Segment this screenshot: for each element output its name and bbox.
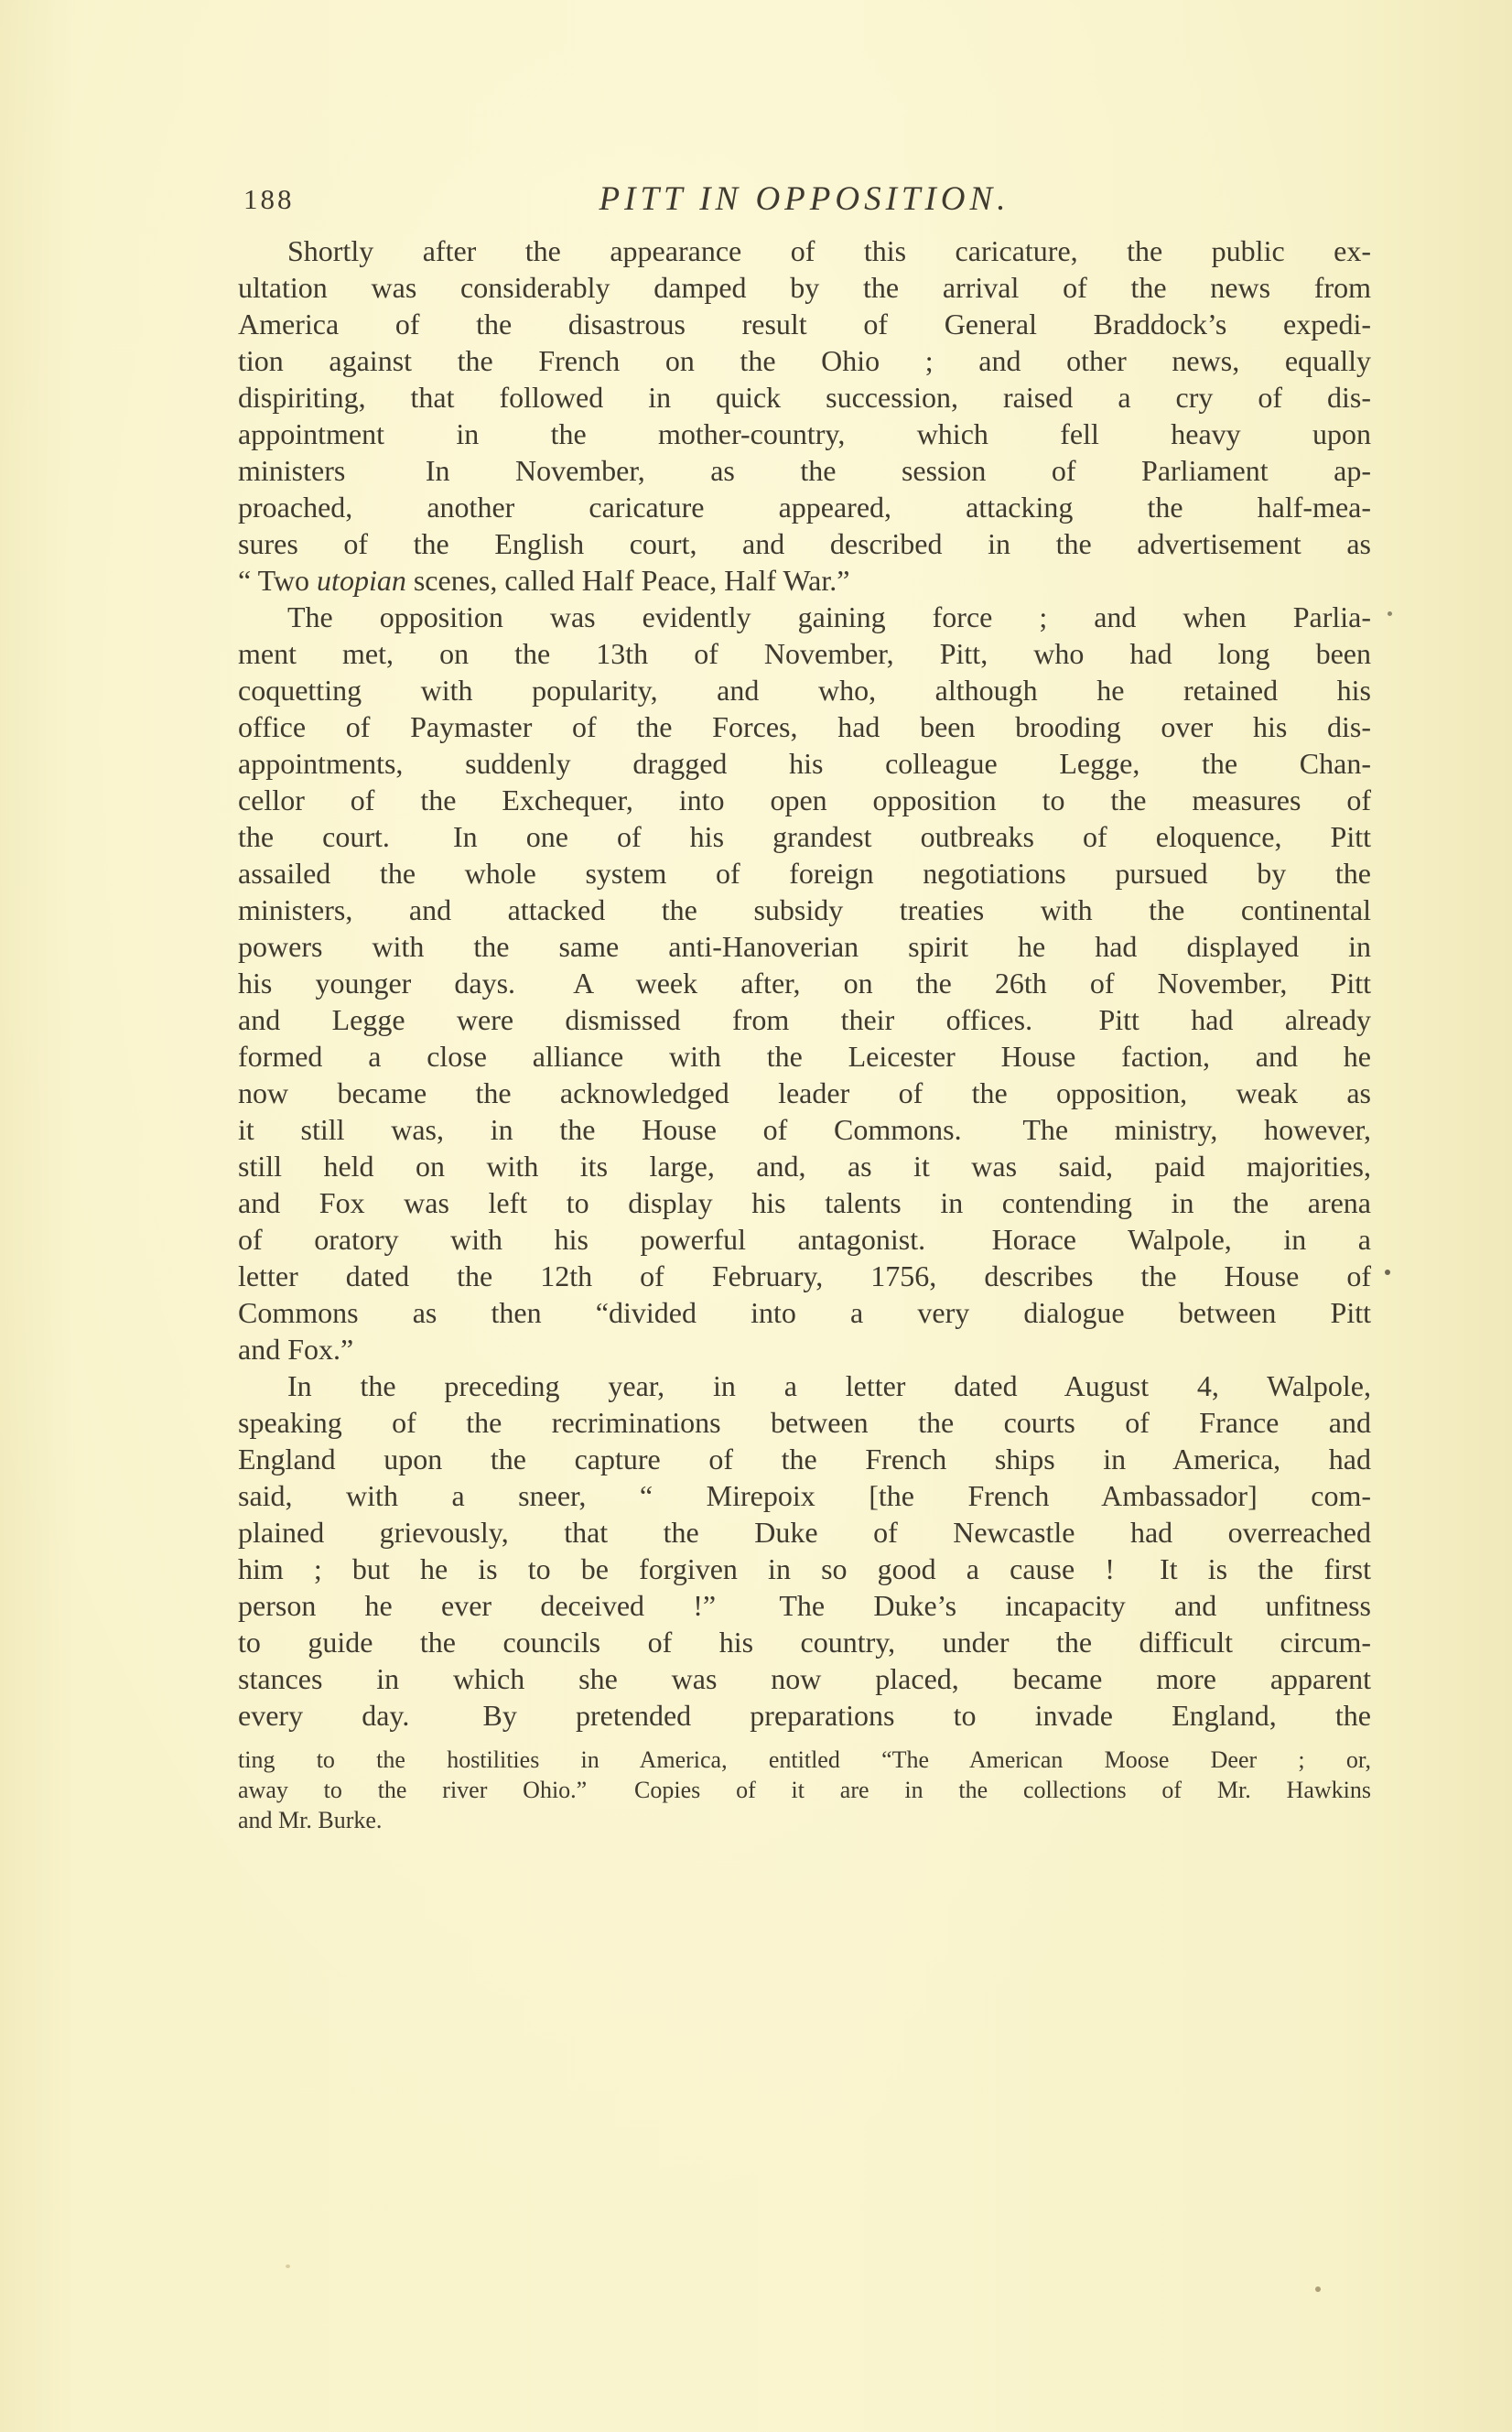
paragraph-3: [238, 1367, 1371, 1734]
footnote-line: ting to the hostilities in America, entitled “The American Moose Deer ; or,: [238, 1746, 1371, 1773]
text-line: appointments, suddenly dragged his colleague Legge, the Chan-: [238, 747, 1371, 780]
text-line: ministers In November, as the session of Parliament ap-: [238, 454, 1371, 487]
paragraph-2-lines: [238, 599, 1371, 1367]
text-line: letter dated the 12th of February, 1756, describes the House of: [238, 1259, 1371, 1292]
paragraph-1: [238, 232, 1371, 599]
footnote: [238, 1745, 1371, 1835]
text-line: coquetting with popularity, and who, although he retained his: [238, 674, 1371, 707]
body-text: [238, 232, 1371, 1734]
text-line: appointment in the mother-country, which fell heavy upon: [238, 417, 1371, 450]
text-line: formed a close alliance with the Leicester House faction, and he: [238, 1040, 1371, 1073]
text-line: to guide the councils of his country, under the difficult circum-: [238, 1626, 1371, 1659]
text-line: him ; but he is to be forgiven in so good a cause ! It is the first: [238, 1552, 1371, 1585]
text-line: the court. In one of his grandest outbreaks of eloquence, Pitt: [238, 820, 1371, 853]
scan-speck: [1315, 2286, 1321, 2292]
running-header: [238, 179, 1371, 222]
text-block: [238, 179, 1371, 1835]
text-line: his younger days. A week after, on the 26th of November, Pitt: [238, 967, 1371, 1000]
text-line: ment met, on the 13th of November, Pitt, who had long been: [238, 637, 1371, 670]
text-line: still held on with its large, and, as it was said, paid majorities,: [238, 1150, 1371, 1183]
text-line: proached, another caricature appeared, attacking the half-mea-: [238, 491, 1371, 524]
quote-text-before: “ Two: [238, 564, 318, 597]
text-line: sures of the English court, and described in the advertisement as: [238, 527, 1371, 560]
text-line: Shortly after the appearance of this caricature, the public ex-: [287, 234, 1371, 267]
text-line: person he ever deceived !” The Duke’s incapacity and unfitness: [238, 1589, 1371, 1622]
text-line: stances in which she was now placed, became more apparent: [238, 1662, 1371, 1695]
text-line: America of the disastrous result of General Braddock’s expedi-: [238, 308, 1371, 340]
text-line: assailed the whole system of foreign negotiations pursued by the: [238, 857, 1371, 890]
text-line: England upon the capture of the French ships in America, had: [238, 1443, 1371, 1475]
scan-speck: [1385, 1270, 1390, 1275]
page-number: 188: [243, 183, 295, 215]
text-line: office of Paymaster of the Forces, had been brooding over his dis-: [238, 710, 1371, 743]
text-line: tion against the French on the Ohio ; and other news, equally: [238, 344, 1371, 377]
text-line: speaking of the recriminations between the courts of France and: [238, 1406, 1371, 1439]
text-line: dispiriting, that followed in quick succession, raised a cry of dis-: [238, 381, 1371, 414]
text-line: In the preceding year, in a letter dated August 4, Walpole,: [287, 1369, 1371, 1402]
paragraph-1-lines: [238, 232, 1371, 562]
footnote-line: and Mr. Burke.: [238, 1807, 383, 1833]
text-line: it still was, in the House of Commons. The ministry, however,: [238, 1113, 1371, 1146]
scan-speck: [286, 2264, 290, 2268]
italic-word: utopian: [317, 564, 406, 597]
text-line: and Fox.”: [238, 1333, 354, 1366]
quote-text-after: scenes, called Half Peace, Half War.”: [405, 564, 850, 597]
footnote-line: away to the river Ohio.” Copies of it are in the collections of Mr. Hawkins: [238, 1777, 1371, 1803]
text-line: The opposition was evidently gaining force ; and when Parlia-: [287, 600, 1371, 633]
text-line: every day. By pretended preparations to invade England, the: [238, 1699, 1371, 1732]
scan-speck: [1388, 611, 1392, 616]
text-line: ministers, and attacked the subsidy treaties with the continental: [238, 893, 1371, 926]
text-line: plained grievously, that the Duke of Newcastle had overreached: [238, 1516, 1371, 1549]
footnote-lines: [238, 1745, 1371, 1835]
text-line: powers with the same anti-Hanoverian spirit he had displayed in: [238, 930, 1371, 963]
text-line: and Legge were dismissed from their offices. Pitt had already: [238, 1003, 1371, 1036]
text-line: said, with a sneer, “ Mirepoix [the French Ambassador] com-: [238, 1479, 1371, 1512]
text-line: and Fox was left to display his talents in contending in the arena: [238, 1186, 1371, 1219]
quote-line: [238, 562, 1371, 599]
text-line: Commons as then “divided into a very dialogue between Pitt: [238, 1296, 1371, 1329]
text-line: ultation was considerably damped by the arrival of the news from: [238, 271, 1371, 304]
text-line: of oratory with his powerful antagonist. Horace Walpole, in a: [238, 1223, 1371, 1256]
text-line: now became the acknowledged leader of the opposition, weak as: [238, 1076, 1371, 1109]
paragraph-2: [238, 599, 1371, 1367]
paragraph-3-lines: [238, 1367, 1371, 1734]
running-title: PITT IN OPPOSITION.: [599, 180, 1010, 218]
text-line: cellor of the Exchequer, into open opposition to the measures of: [238, 784, 1371, 816]
